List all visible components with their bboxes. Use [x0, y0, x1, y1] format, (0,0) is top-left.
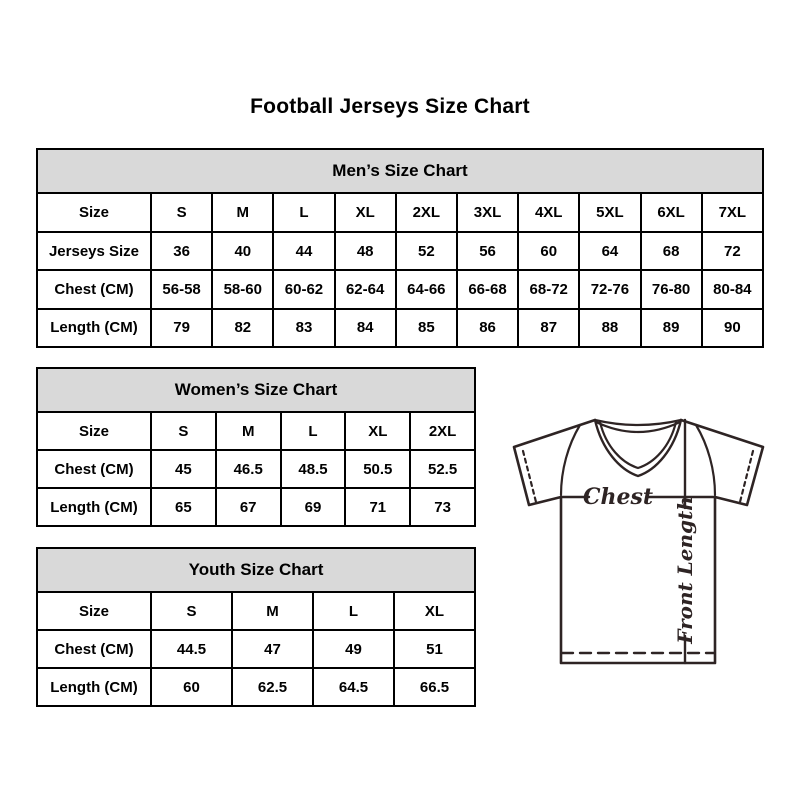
right-armhole-seam	[696, 425, 715, 495]
size-value-cell: 88	[579, 309, 640, 347]
row-label: Jerseys Size	[37, 232, 151, 270]
size-value-cell: 2XL	[396, 193, 457, 231]
size-value-cell: XL	[335, 193, 396, 231]
size-value-cell: L	[313, 592, 394, 630]
row-label: Chest (CM)	[37, 270, 151, 308]
size-value-cell: XL	[394, 592, 475, 630]
size-value-cell: 4XL	[518, 193, 579, 231]
size-value-cell: 80-84	[702, 270, 763, 308]
size-value-cell: 7XL	[702, 193, 763, 231]
jersey-outline-path	[514, 420, 763, 663]
table-row	[37, 412, 475, 450]
size-value-cell: 85	[396, 309, 457, 347]
size-value-cell: 51	[394, 630, 475, 668]
size-value-cell: 40	[212, 232, 273, 270]
size-value-cell: 66.5	[394, 668, 475, 706]
size-value-cell: 69	[281, 488, 346, 526]
table-row	[37, 630, 475, 668]
table-row	[37, 232, 763, 270]
size-value-cell: 68	[641, 232, 702, 270]
mens-size-table	[36, 148, 764, 348]
size-value-cell: 90	[702, 309, 763, 347]
size-value-cell: S	[151, 412, 216, 450]
size-table	[36, 367, 476, 527]
row-label: Size	[37, 412, 151, 450]
table-row	[37, 488, 475, 526]
size-value-cell: 83	[273, 309, 334, 347]
row-label: Length (CM)	[37, 488, 151, 526]
size-value-cell: 45	[151, 450, 216, 488]
table-row	[37, 592, 475, 630]
size-value-cell: 89	[641, 309, 702, 347]
size-value-cell: M	[216, 412, 281, 450]
size-value-cell: M	[212, 193, 273, 231]
size-value-cell: 79	[151, 309, 212, 347]
size-value-cell: 76-80	[641, 270, 702, 308]
size-value-cell: 60-62	[273, 270, 334, 308]
size-value-cell: 60	[151, 668, 232, 706]
chest-measure-label: Chest	[582, 484, 654, 510]
size-value-cell: 86	[457, 309, 518, 347]
row-label: Length (CM)	[37, 309, 151, 347]
table-row	[37, 193, 763, 231]
table-row	[37, 309, 763, 347]
size-table	[36, 148, 764, 348]
jersey-outline-svg	[495, 400, 785, 680]
youth-size-table	[36, 547, 476, 707]
row-label: Size	[37, 592, 151, 630]
size-value-cell: 82	[212, 309, 273, 347]
size-value-cell: 87	[518, 309, 579, 347]
size-value-cell: 84	[335, 309, 396, 347]
size-value-cell: 71	[345, 488, 410, 526]
table-row	[37, 450, 475, 488]
size-value-cell: 56	[457, 232, 518, 270]
table-row	[37, 668, 475, 706]
size-table	[36, 547, 476, 707]
size-value-cell: 5XL	[579, 193, 640, 231]
size-value-cell: 3XL	[457, 193, 518, 231]
size-value-cell: 48	[335, 232, 396, 270]
collar-top-arc	[595, 420, 681, 425]
size-value-cell: 64-66	[396, 270, 457, 308]
size-value-cell: 2XL	[410, 412, 475, 450]
row-label: Chest (CM)	[37, 450, 151, 488]
size-value-cell: 47	[232, 630, 313, 668]
row-label: Length (CM)	[37, 668, 151, 706]
row-label: Chest (CM)	[37, 630, 151, 668]
size-value-cell: 64	[579, 232, 640, 270]
size-value-cell: 62-64	[335, 270, 396, 308]
size-value-cell: 48.5	[281, 450, 346, 488]
size-value-cell: L	[281, 412, 346, 450]
page-title: Football Jerseys Size Chart	[250, 95, 530, 118]
left-armhole-seam	[561, 425, 580, 495]
size-value-cell: 65	[151, 488, 216, 526]
size-value-cell: 44.5	[151, 630, 232, 668]
size-value-cell: 72-76	[579, 270, 640, 308]
size-value-cell: 46.5	[216, 450, 281, 488]
size-value-cell: 58-60	[212, 270, 273, 308]
size-value-cell: 73	[410, 488, 475, 526]
table-title: Men’s Size Chart	[37, 149, 763, 193]
size-value-cell: 64.5	[313, 668, 394, 706]
size-value-cell: 50.5	[345, 450, 410, 488]
size-value-cell: 49	[313, 630, 394, 668]
size-value-cell: S	[151, 592, 232, 630]
front-length-measure-label: Front Length	[673, 496, 697, 644]
size-value-cell: 56-58	[151, 270, 212, 308]
size-value-cell: L	[273, 193, 334, 231]
size-value-cell: 52.5	[410, 450, 475, 488]
size-value-cell: 62.5	[232, 668, 313, 706]
row-label: Size	[37, 193, 151, 231]
size-value-cell: 66-68	[457, 270, 518, 308]
size-value-cell: M	[232, 592, 313, 630]
size-value-cell: 6XL	[641, 193, 702, 231]
womens-size-table	[36, 367, 476, 527]
size-value-cell: 68-72	[518, 270, 579, 308]
size-value-cell: 52	[396, 232, 457, 270]
size-value-cell: S	[151, 193, 212, 231]
table-title: Women’s Size Chart	[37, 368, 475, 412]
size-value-cell: 67	[216, 488, 281, 526]
size-value-cell: XL	[345, 412, 410, 450]
size-value-cell: 72	[702, 232, 763, 270]
table-row	[37, 270, 763, 308]
jersey-measurement-diagram	[495, 400, 785, 680]
size-value-cell: 36	[151, 232, 212, 270]
table-title: Youth Size Chart	[37, 548, 475, 592]
size-value-cell: 44	[273, 232, 334, 270]
size-value-cell: 60	[518, 232, 579, 270]
